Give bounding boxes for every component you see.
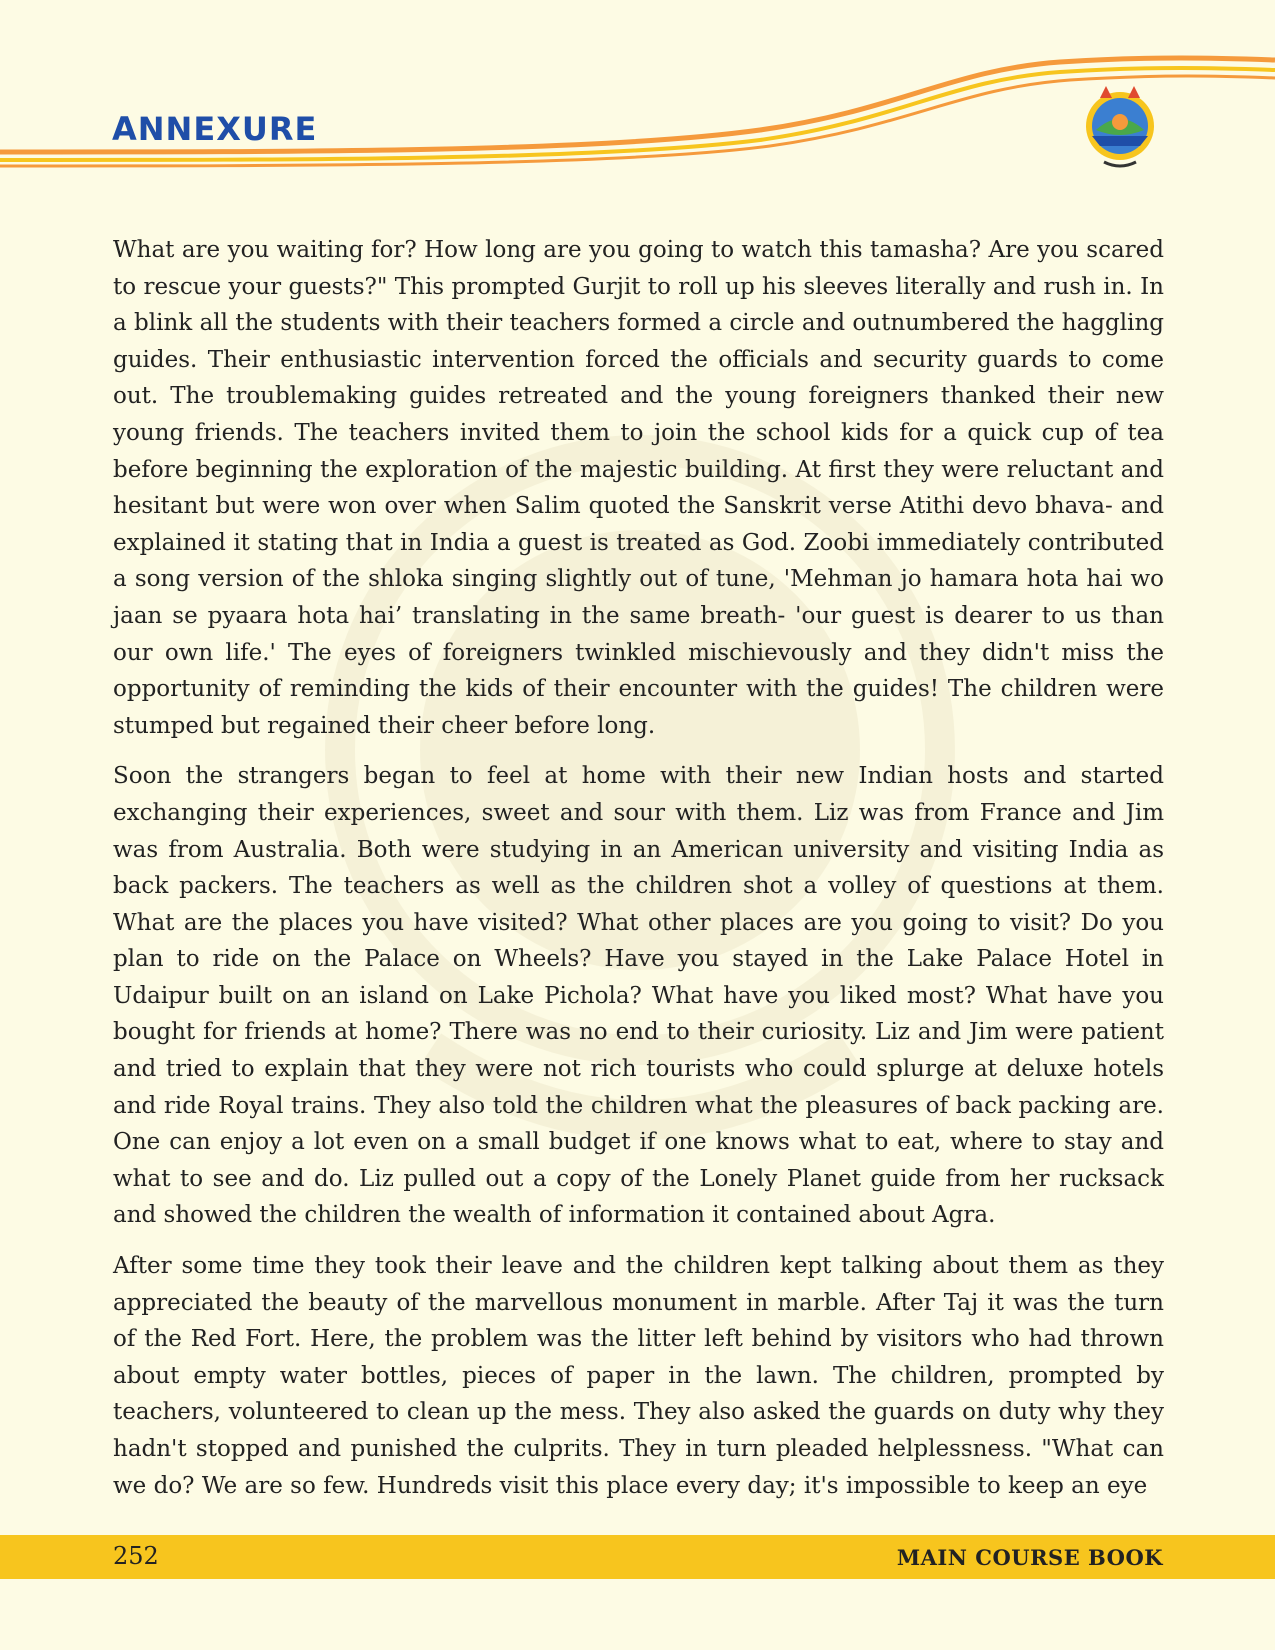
paragraph: What are you waiting for? How long are you going to watch this tamasha? Are you scared to rescue your guests?" This prompted Gurjit to roll up his sleeves literally and rush in. In a blink all the students with their teachers formed a circle and outnumbered the haggling guides. Their enthusiastic intervention forced the officials and security guards to come out. The troublemaking guides retreated and the young foreigners thanked their new young friends. The teachers invited them to join the school kids for a quick cup of tea before beginning the exploration of the majestic building. At first they were reluctant and hesitant but were won over when Salim quoted the Sanskrit verse Atithi devo bhava- and explained it stating that in India a guest is treated as God. Zoobi immediately contributed a song version of the shloka singing slightly out of tune, 'Mehman jo hamara hota hai wo jaan se pyaara hota hai’ translating in the same breath- 'our guest is dearer to us than our own life.' The eyes of foreigners twinkled mischievously and they didn't miss the opportunity of reminding the kids of their encounter with the guides! The children were stumped but regained their cheer before long. bbox=[113, 237, 1164, 739]
paragraph: Soon the strangers began to feel at home with their new Indian hosts and started exchanging their experiences, sweet and sour with them. Liz was from France and Jim was from Australia. Both were studying in an American university and visiting India as back packers. The teachers as well as the children shot a volley of questions at them. What are the places you have visited? What other places are you going to visit? Do you plan to ride on the Palace on Wheels? Have you stayed in the Lake Palace Hotel in Udaipur built on an island on Lake Pichola? What have you liked most? What have you bought for friends at home? There was no end to their curiosity. Liz and Jim were patient and tried to explain that they were not rich tourists who could splurge at deluxe hotels and ride Royal trains. They also told the children what the pleasures of back packing are. One can enjoy a lot even on a small budget if one knows what to eat, where to stay and what to see and do. Liz pulled out a copy of the Lonely Planet guide from her rucksack and showed the children the wealth of information it contained about Agra. bbox=[113, 763, 1164, 1229]
body-text bbox=[113, 232, 1164, 1518]
school-emblem-icon bbox=[1070, 78, 1170, 178]
page-number: 252 bbox=[113, 1542, 159, 1570]
paragraph: After some time they took their leave and the children kept talking about them as they appreciated the beauty of the marvellous monument in marble. After Taj it was the turn of the Red Fort. Here, the problem was the litter left behind by visitors who had thrown about empty water bottles, pieces of paper in the lawn. The children, prompted by teachers, volunteered to clean up the mess. They also asked the guards on duty why they hadn't stopped and punished the culprits. They in turn pleaded helplessness. "What can we do? We are so few. Hundreds visit this place every day; it's impossible to keep an eye bbox=[113, 1253, 1164, 1499]
section-title: ANNEXURE bbox=[112, 110, 318, 148]
book-title: MAIN COURSE BOOK bbox=[896, 1545, 1163, 1570]
